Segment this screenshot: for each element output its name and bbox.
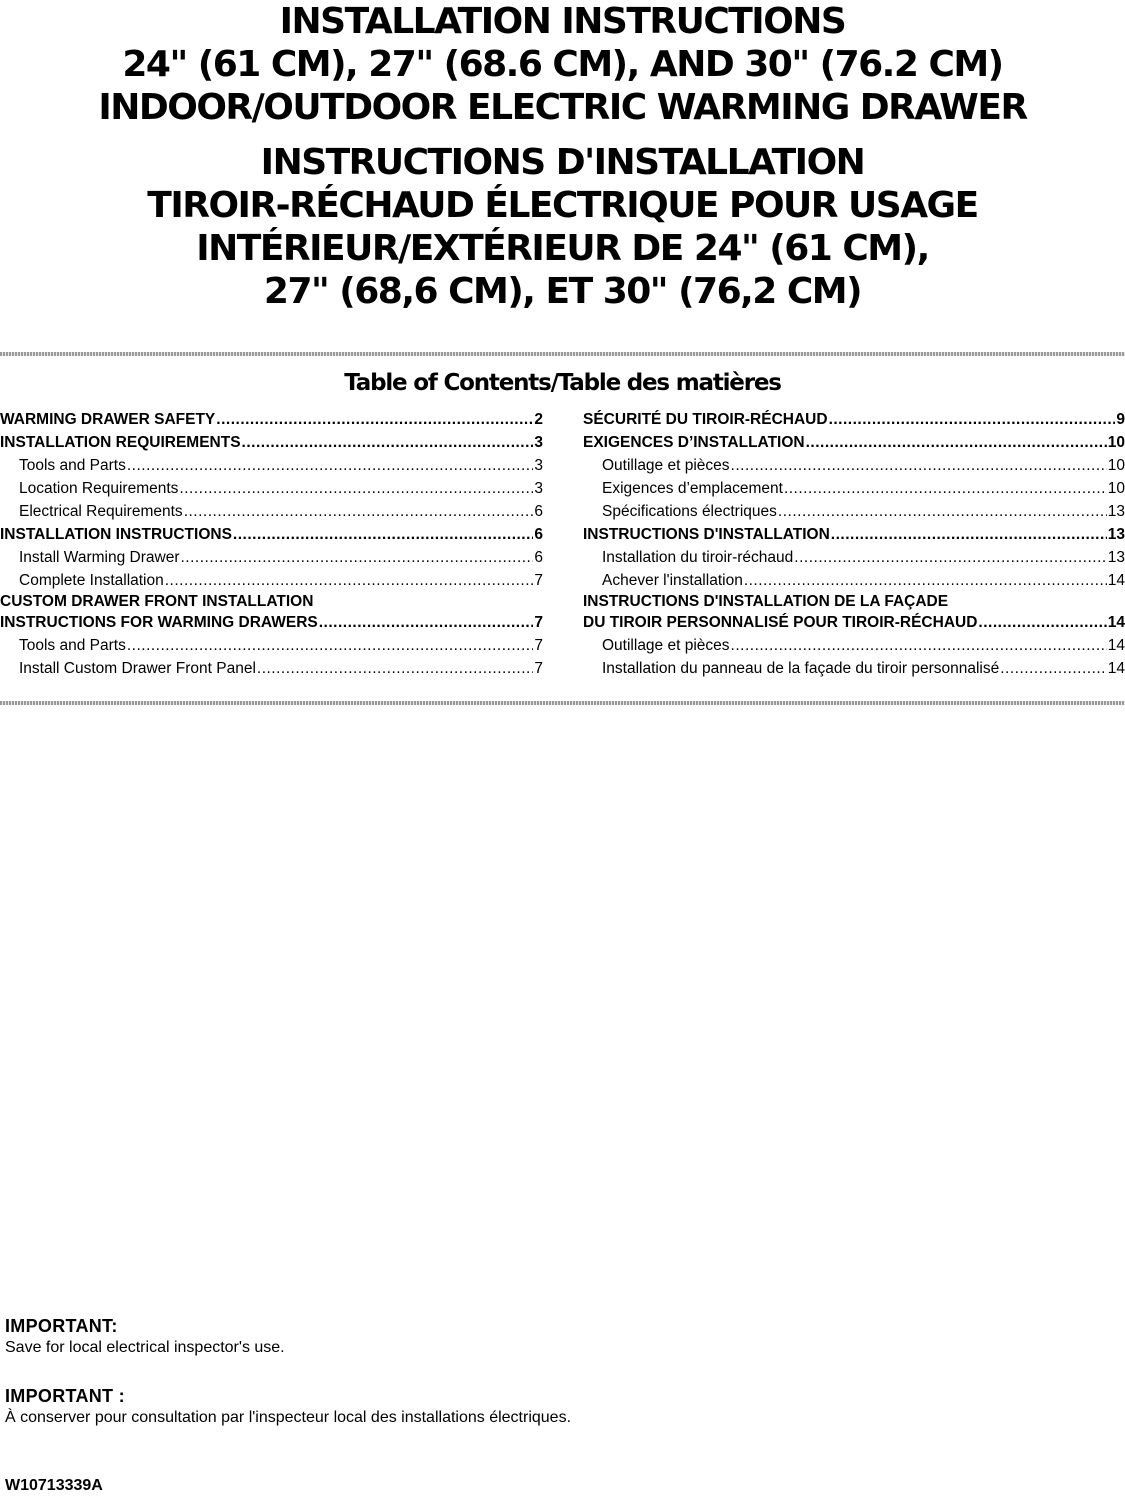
toc-entry-label: Outillage et pièces — [602, 637, 730, 654]
toc-leader — [731, 454, 1107, 477]
toc-entry-label: SÉCURITÉ DU TIROIR-RÉCHAUD — [583, 411, 828, 428]
toc-leader — [794, 546, 1106, 569]
toc-leader — [184, 500, 534, 523]
toc-entry[interactable] — [0, 612, 543, 634]
toc-entry-page: 9 — [1116, 411, 1125, 428]
toc-entry-label: Installation du panneau de la façade du tiroir personnalisé — [602, 660, 1000, 677]
toc-leader — [784, 477, 1107, 500]
toc-entry-page: 10 — [1107, 480, 1125, 497]
toc-entry-label: INSTALLATION INSTRUCTIONS — [0, 526, 232, 543]
toc-entry-page: 3 — [534, 457, 543, 474]
toc-entry-page: 14 — [1107, 660, 1125, 677]
toc-entry-label: Complete Installation — [19, 572, 164, 589]
toc-entry-page: 13 — [1107, 526, 1125, 543]
important-heading: IMPORTANT: — [5, 1316, 118, 1336]
toc-entry[interactable] — [583, 546, 1125, 569]
document-number: W10713339A — [5, 1477, 103, 1494]
toc-entry-label: INSTRUCTIONS FOR WARMING DRAWERS — [0, 614, 318, 631]
toc-leader — [978, 612, 1106, 634]
toc-entry[interactable] — [0, 477, 543, 500]
toc-leader — [127, 634, 534, 657]
toc-entry[interactable] — [0, 408, 543, 431]
title-fr-line-2: TIROIR-RÉCHAUD ÉLECTRIQUE POUR USAGE — [147, 185, 978, 226]
toc-entry-page: 2 — [534, 411, 543, 428]
toc-entry-page: 3 — [534, 480, 543, 497]
toc-leader — [731, 634, 1107, 657]
title-english — [0, 0, 1125, 129]
important-notice-english — [5, 1315, 285, 1359]
toc-entry[interactable] — [583, 431, 1125, 454]
toc-leader — [319, 612, 534, 634]
title-en-line-3: INDOOR/OUTDOOR ELECTRIC WARMING DRAWER — [98, 87, 1027, 128]
toc-entry-page: 14 — [1107, 614, 1125, 631]
toc-leader — [744, 569, 1107, 592]
toc-entry-label: INSTALLATION REQUIREMENTS — [0, 434, 241, 451]
toc-entry-label: Achever l'installation — [602, 572, 743, 589]
toc-leader — [216, 408, 533, 431]
toc-entry[interactable] — [0, 454, 543, 477]
important-heading: IMPORTANT : — [5, 1386, 125, 1406]
toc-entry[interactable] — [0, 523, 543, 546]
toc-leader — [165, 569, 534, 592]
toc-column-english — [0, 408, 543, 680]
toc-leader — [1000, 657, 1107, 680]
toc-leader — [233, 523, 533, 546]
toc-entry-page: 7 — [534, 614, 543, 631]
toc-entry-page: 6 — [534, 549, 543, 566]
toc-entry-label: Location Requirements — [19, 480, 179, 497]
toc-entry-page: 13 — [1107, 549, 1125, 566]
toc-entry-page: 6 — [534, 526, 543, 543]
toc-entry-label: Install Custom Drawer Front Panel — [19, 660, 256, 677]
toc-column-french — [583, 408, 1125, 680]
toc-leader — [806, 431, 1107, 454]
toc-entry[interactable] — [583, 500, 1125, 523]
toc-entry-page: 7 — [534, 660, 543, 677]
toc-entry[interactable] — [583, 634, 1125, 657]
toc-entry[interactable] — [583, 477, 1125, 500]
title-fr-line-4: 27" (68,6 CM), ET 30" (76,2 CM) — [263, 271, 862, 312]
toc-entry-label: Tools and Parts — [19, 457, 126, 474]
toc-entry-label: Electrical Requirements — [19, 503, 183, 520]
title-en-line-2: 24" (61 CM), 27" (68.6 CM), AND 30" (76.2 CM) — [122, 44, 1003, 85]
toc-entry-page: 7 — [534, 637, 543, 654]
divider-top — [0, 352, 1125, 356]
toc-entry[interactable] — [0, 431, 543, 454]
toc-entry-label: Exigences d’emplacement — [602, 480, 783, 497]
toc-entry-page: 3 — [534, 434, 543, 451]
toc-heading: Table of Contents/Table des matières — [344, 370, 781, 396]
toc-leader — [778, 500, 1107, 523]
toc-leader — [127, 454, 534, 477]
toc-entry[interactable] — [583, 454, 1125, 477]
toc-entry-label: Spécifications électriques — [602, 503, 777, 520]
important-notice-french — [5, 1385, 571, 1429]
toc-entry-label-line-1[interactable]: CUSTOM DRAWER FRONT INSTALLATION — [0, 593, 314, 610]
toc-entry-label: Tools and Parts — [19, 637, 126, 654]
toc-leader — [257, 657, 533, 680]
toc-entry-page: 10 — [1107, 457, 1125, 474]
toc-entry[interactable] — [583, 569, 1125, 592]
toc-entry[interactable] — [0, 500, 543, 523]
toc-entry-page: 6 — [534, 503, 543, 520]
toc-leader — [242, 431, 534, 454]
toc-leader — [831, 523, 1107, 546]
title-french — [0, 141, 1125, 313]
toc-entry-label: DU TIROIR PERSONNALISÉ POUR TIROIR-RÉCHAUD — [583, 614, 978, 631]
toc-entry-page: 13 — [1107, 503, 1125, 520]
toc-leader — [829, 408, 1116, 431]
toc-entry-label: INSTRUCTIONS D'INSTALLATION — [583, 526, 830, 543]
toc-entry[interactable] — [0, 657, 543, 680]
toc-entry[interactable] — [583, 408, 1125, 431]
toc-entry-label-line-1[interactable]: INSTRUCTIONS D'INSTALLATION DE LA FAÇADE — [583, 593, 949, 610]
toc-leader — [181, 546, 534, 569]
toc-entry-label: EXIGENCES D’INSTALLATION — [583, 434, 805, 451]
toc-entry[interactable] — [583, 657, 1125, 680]
toc-entry[interactable] — [0, 569, 543, 592]
toc-entry[interactable] — [583, 523, 1125, 546]
important-text: Save for local electrical inspector's use. — [5, 1339, 285, 1356]
toc-entry-label: Outillage et pièces — [602, 457, 730, 474]
toc-entry[interactable] — [0, 634, 543, 657]
title-fr-line-1: INSTRUCTIONS D'INSTALLATION — [260, 142, 865, 183]
toc-entry-page: 10 — [1107, 434, 1125, 451]
title-block — [0, 0, 1125, 313]
toc-entry-page: 14 — [1107, 637, 1125, 654]
toc-entry-page: 7 — [534, 572, 543, 589]
toc-entry[interactable] — [0, 546, 543, 569]
toc-entry[interactable] — [583, 612, 1125, 634]
toc-entry-page: 14 — [1107, 572, 1125, 589]
title-en-line-1: INSTALLATION INSTRUCTIONS — [279, 1, 846, 42]
title-fr-line-3: INTÉRIEUR/EXTÉRIEUR DE 24" (61 CM), — [196, 228, 929, 269]
important-text: À conserver pour consultation par l'inspecteur local des installations électriques. — [5, 1409, 572, 1426]
toc-entry-label: Install Warming Drawer — [19, 549, 180, 566]
toc-leader — [179, 477, 533, 500]
divider-bottom — [0, 701, 1125, 705]
toc-entry-label: WARMING DRAWER SAFETY — [0, 411, 216, 428]
toc-entry-label: Installation du tiroir-réchaud — [602, 549, 794, 566]
